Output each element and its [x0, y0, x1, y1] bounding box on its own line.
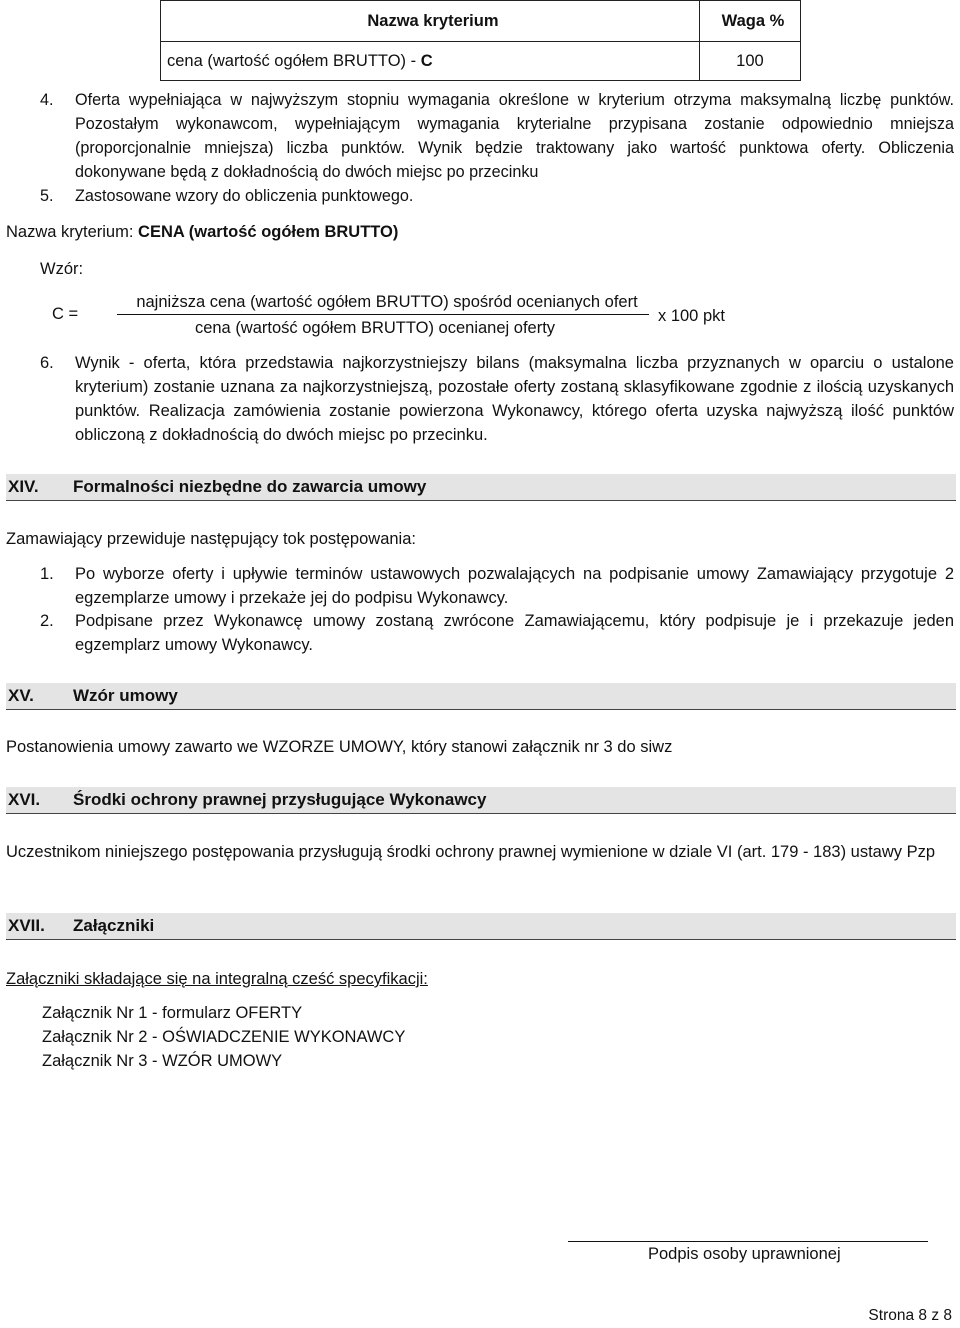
section16-text: Uczestnikom niniejszego postępowania przysługują środki ochrony prawnej wymienione w dziale VI (art. 179 - 183) ustawy Pzp — [6, 843, 936, 861]
list-item: 6. Wynik - oferta, która przedstawia najkorzystniejszy bilans (maksymalna liczba przyznanych w oparciu o ustalone kryterium) zostanie uznana za najkorzystniejszą, pozostałe oferty zostaną sklasyfikowane zgodnie z ilością uzyskanych punktów. Realizacja zamówienia zostanie powierzona Wykonawcy, którego oferta uzyska najwyższą ilość punktów obliczoną z dokładnością do dwóch miejsc po przecinku. — [40, 351, 954, 447]
formula-multiplier: x 100 pkt — [658, 307, 725, 325]
table-header-name: Nazwa kryterium — [161, 1, 700, 42]
table-header-row — [161, 1, 801, 42]
table-row — [161, 42, 801, 81]
list-item: 2. Podpisane przez Wykonawcę umowy zostaną zwrócone Zamawiającemu, który podpisuje je i przekazuje jeden egzemplarz umowy Wykonawcy. — [40, 612, 954, 654]
list-item: Załącznik Nr 2 - OŚWIADCZENIE WYKONAWCY — [42, 1028, 406, 1046]
table-header-weight: Waga % — [699, 1, 800, 42]
section15-text: Postanowienia umowy zawarto we WZORZE UMOWY, który stanowi załącznik nr 3 do siwz — [6, 738, 673, 756]
section-heading-xiv: XIV. Formalności niezbędne do zawarcia umowy — [6, 474, 956, 501]
signature-label: Podpis osoby uprawnionej — [648, 1245, 841, 1263]
table-cell-name: cena (wartość ogółem BRUTTO) - C — [161, 42, 700, 81]
formula-numerator: najniższa cena (wartość ogółem BRUTTO) spośród ocenianych ofert — [136, 293, 638, 311]
formula-lhs: C = — [52, 305, 79, 323]
section17-intro: Załączniki składające się na integralną cześć specyfikacji: — [6, 970, 428, 988]
fraction-line — [117, 314, 649, 315]
criterion-line: Nazwa kryterium: CENA (wartość ogółem BRUTTO) — [6, 223, 399, 241]
table-cell-weight: 100 — [699, 42, 800, 81]
section14-intro: Zamawiający przewiduje następujący tok postępowania: — [6, 530, 416, 548]
item4-text: Oferta wypełniająca w najwyższym stopniu wymagania określone w kryterium otrzyma maksymalną liczbę punktów. Pozostałym wykonawcom, wypełniającym wymagania kryterialne przypisana zostanie odpowiednio mniejsza (proporcjonalnie mniejsza) liczba punktów. Wynik będzie traktowany jako wartość punktowa oferty. Obliczenia dokonywane będą z dokładnością do dwóch miejsc po przecinku — [75, 91, 954, 181]
section-heading-xvi: XVI. Środki ochrony prawnej przysługujące Wykonawcy — [6, 787, 956, 814]
item5-text: Zastosowane wzory do obliczenia punktowego. — [75, 187, 414, 205]
criteria-table — [160, 0, 801, 81]
list-item: Załącznik Nr 3 - WZÓR UMOWY — [42, 1052, 283, 1070]
formula-label: Wzór: — [40, 260, 84, 278]
list-item: 5. Zastosowane wzory do obliczenia punktowego. — [40, 184, 954, 208]
formula-denominator: cena (wartość ogółem BRUTTO) ocenianej oferty — [194, 319, 556, 337]
attachment-list — [42, 1001, 405, 1073]
list-item: 1. Po wyborze oferty i upływie terminów ustawowych pozwalających na podpisanie umowy Zamawiający przygotuje 2 egzemplarze umowy i przekaże jej do podpisu Wykonawcy. — [40, 565, 954, 607]
section-heading-xv: XV. Wzór umowy — [6, 683, 956, 710]
list-item: 4. Oferta wypełniająca w najwyższym stopniu wymagania określone w kryterium otrzyma maksymalną liczbę punktów. Pozostałym wykonawcom, wypełniającym wymagania kryterialne przypisana zostanie odpowiednio mniejsza (proporcjonalnie mniejsza) liczba punktów. Wynik będzie traktowany jako wartość punktowa oferty. Obliczenia dokonywane będą z dokładnością do dwóch miejsc po przecinku — [40, 88, 954, 184]
section-heading-xvii: XVII. Załączniki — [6, 913, 956, 940]
list-item: Załącznik Nr 1 - formularz OFERTY — [42, 1004, 303, 1022]
page-number: Strona 8 z 8 — [868, 1307, 952, 1324]
item6-text: Wynik - oferta, która przedstawia najkorzystniejszy bilans (maksymalna liczba przyznanych w oparciu o ustalone kryterium) zostanie uznana za najkorzystniejszą, pozostałe oferty zostaną sklasyfikowane zgodnie z ilością uzyskanych punktów. Realizacja zamówienia zostanie powierzona Wykonawcy, którego oferta uzyska najwyższą ilość punktów obliczoną z dokładnością do dwóch miejsc po przecinku. — [75, 354, 954, 444]
